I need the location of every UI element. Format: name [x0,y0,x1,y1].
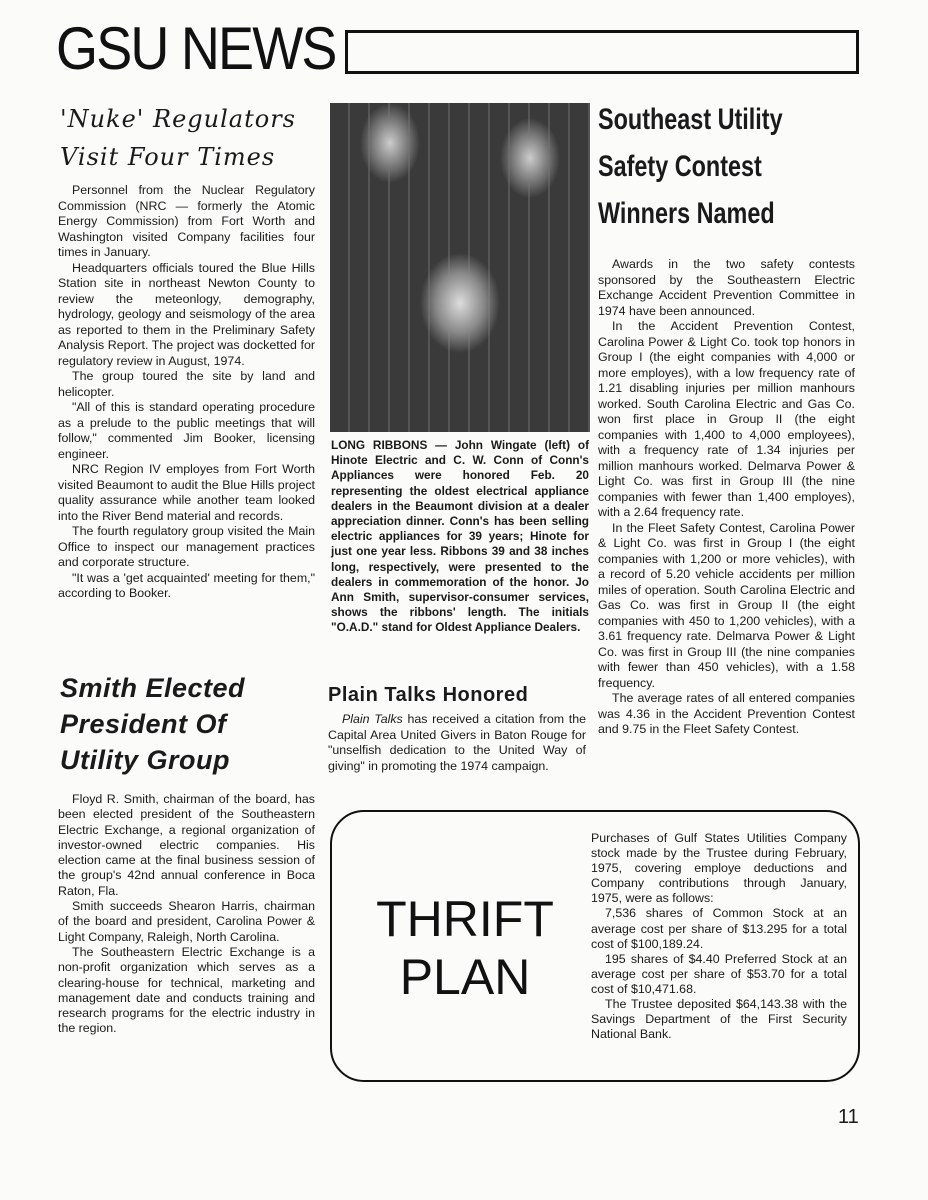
smith-headline [60,670,320,778]
headline-line: 'Nuke' Regulators [60,105,296,133]
paragraph: NRC Region IV employes from Fort Worth visited Beaumont to audit the Blue Hills project quality assurance while another team looked into the River Bend material and records. [58,462,315,523]
title-line: THRIFT [376,891,554,947]
paragraph: Smith succeeds Shearon Harris, chairman of the board and president, Carolina Power & Light Company, Raleigh, North Carolina. [58,899,315,944]
long-ribbons-photo [330,103,590,432]
paragraph: Floyd R. Smith, chairman of the board, has been elected president of the Southeastern Electric Exchange, a regional organization of investor-owned electric companies. His election came at the final business session of the group's 42nd annual conference in Boca Raton, Fla. [58,792,315,898]
safety-article-body [598,257,855,738]
thrift-plan-title [360,890,570,1006]
paragraph: The Trustee deposited $64,143.38 with the Savings Department of the First Security National Bank. [591,997,847,1042]
publication-title: Plain Talks [342,712,403,726]
headline-line: Smith Elected [60,673,246,703]
paragraph: has received a citation from the Capital Area United Givers in Baton Rouge for "unselfish dedication to the United Way of giving" in promoting the 1974 campaign. [328,712,586,773]
paragraph: Purchases of Gulf States Utilities Company stock made by the Trustee during February, 1975, covering employe deductions and Company contributions through January, 1975, were as follows: [591,831,847,906]
paragraph: Personnel from the Nuclear Regulatory Commission (NRC — formerly the Atomic Energy Commission) from Fort Worth and Washington visited Company facilities four times in January. [58,183,315,259]
page-number: 11 [838,1106,859,1128]
headline-line: Southeast Utility [598,103,783,136]
paragraph: Awards in the two safety contests sponsored by the Southeastern Electric Exchange Accident Prevention Committee in 1974 have been announced. [598,257,855,318]
paragraph: The Southeastern Electric Exchange is a non-profit organization which serves as a clearing-house for technical, marketing and management date and conducts training and research programs for the electric industry in the region. [58,944,315,1036]
paragraph: In the Accident Prevention Contest, Carolina Power & Light Co. took top honors in Group I (the eight companies with 4,000 or more employes), with a low frequency rate of 1.21 disabling injuries per million manhours worked. South Carolina Electric and Gas Co. won first place in Group II (the eight companies with 1,400 to 4,000 employees), with a frequency rate of 1.34 injuries per million manhours worked. Delmarva Power & Light Co. was first in Group III (the nine companies with fewer than 1,400 employes), with a 2.64 frequency rate. [598,319,855,519]
paragraph: "It was a 'get acquainted' meeting for them," according to Booker. [58,570,315,600]
paragraph: In the Fleet Safety Contest, Carolina Power & Light Co. was first in Group I (the eight companies with 1,200 or more vehicles), with a record of 5.20 vehicle accidents per million miles of operation. South Carolina Electric and Gas Co. was first in Group II (the eight companies with 450 to 1,200 vehicles), with a 3.61 frequency rate. Delmarva Power & Light Co. was first in Group III (the nine companies with fewer than 450 vehicles), with a 1.58 frequency. [598,520,855,690]
nuke-article-body [58,183,315,602]
safety-headline [598,96,835,237]
paragraph: 7,536 shares of Common Stock at an average cost per share of $13.295 for a total cost of $100,189.24. [591,906,847,951]
paragraph: The group toured the site by land and helicopter. [58,369,315,399]
headline-line: Safety Contest [598,150,762,183]
headline-line: Utility Group [60,745,230,775]
paragraph: 195 shares of $4.40 Preferred Stock at an average cost per share of $53.70 for a total cost of $10,471.68. [591,951,847,996]
paragraph: Headquarters officials toured the Blue Hills Station site in northeast Newton County to review the meteonlogy, demography, hydrology, geology and seismology of the area as reported to them in the Preliminary Safety Analysis Report. The project was docketted for regulatory review in August, 1974. [58,260,315,368]
headline-line: Winners Named [598,197,775,230]
plain-talks-headline: Plain Talks Honored [328,684,529,706]
plain-talks-body [328,712,586,774]
masthead-title: GSU NEWS [56,15,336,82]
paragraph: The fourth regulatory group visited the Main Office to inspect our management practices and corporate structure. [58,524,315,569]
smith-article-body [58,792,315,1037]
photo-caption: LONG RIBBONS — John Wingate (left) of Hinote Electric and C. W. Conn of Conn's Appliances were honored Feb. 20 representing the oldest electrical appliance dealers in the Beaumont division at a dealer appreciation dinner. Conn's has been selling electric appliances for 39 years; Hinote for just one year less. Ribbons 39 and 38 inches long, respectively, were presented to the dealers in commemoration of the honor. Jo Ann Smith, supervisor-consumer services, shows the ribbons' length. The initials "O.A.D." stand for Oldest Appliance Dealers. [331,438,589,635]
paragraph: The average rates of all entered companies was 4.36 in the Accident Prevention Contest and 9.75 in the Fleet Safety Contest. [598,691,855,736]
headline-line: President Of [60,709,227,739]
headline-line: Visit Four Times [60,143,276,171]
paragraph: "All of this is standard operating procedure as a prelude to the public meetings that will follow," commented Jim Booker, licensing engineer. [58,400,315,461]
nuke-headline [60,100,320,176]
title-line: PLAN [399,949,531,1005]
masthead-box [345,30,859,74]
thrift-plan-body [591,831,847,1042]
